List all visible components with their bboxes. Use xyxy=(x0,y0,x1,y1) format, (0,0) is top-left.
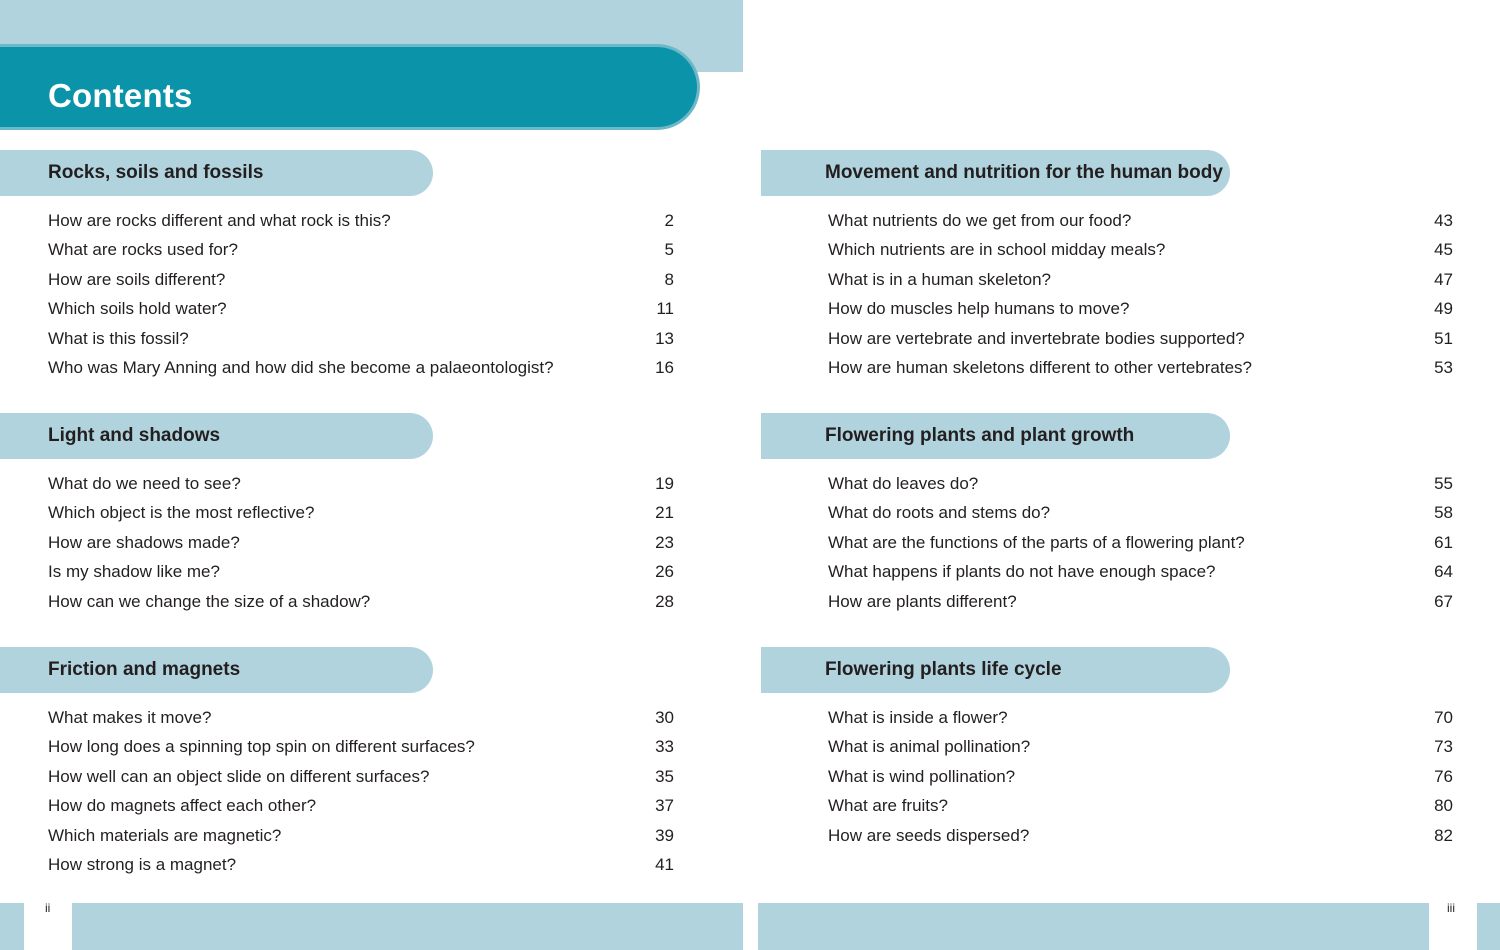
entry-question: What nutrients do we get from our food? xyxy=(828,211,1132,230)
contents-entry[interactable] xyxy=(828,358,1453,384)
entry-question: Who was Mary Anning and how did she become a palaeontologist? xyxy=(48,358,554,377)
entry-question: How are shadows made? xyxy=(48,532,240,552)
contents-entry[interactable] xyxy=(828,826,1453,852)
section-header xyxy=(0,647,433,693)
entry-page-number: 30 xyxy=(655,708,674,727)
entry-question: What is in a human skeleton? xyxy=(828,269,1052,289)
contents-entry[interactable] xyxy=(48,503,674,529)
contents-entry[interactable] xyxy=(828,737,1453,763)
entry-page-number: 28 xyxy=(655,591,674,611)
entry-page-number: 53 xyxy=(1434,358,1453,377)
entry-page-number: 39 xyxy=(655,825,674,845)
entry-page-number: 61 xyxy=(1434,532,1453,552)
entry-page-number: 26 xyxy=(655,562,674,582)
entry-page-number: 35 xyxy=(655,766,674,786)
contents-entry[interactable] xyxy=(828,474,1453,500)
entry-page-number: 80 xyxy=(1434,796,1453,816)
contents-entry[interactable] xyxy=(48,826,674,852)
entry-page-number: 51 xyxy=(1434,328,1453,348)
entry-question: How strong is a magnet? xyxy=(48,855,237,874)
contents-entry[interactable] xyxy=(828,533,1453,559)
section-heading: Rocks, soils and fossils xyxy=(48,162,264,183)
contents-entry[interactable] xyxy=(48,592,674,618)
section-header xyxy=(761,413,1230,459)
entry-page-number: 73 xyxy=(1434,737,1453,757)
entry-question: What is inside a flower? xyxy=(828,708,1008,727)
contents-entry[interactable] xyxy=(48,329,674,355)
section-header xyxy=(0,150,433,196)
entry-question: How do magnets affect each other? xyxy=(48,796,317,816)
entry-question: What is animal pollination? xyxy=(828,737,1031,757)
entry-page-number: 76 xyxy=(1434,766,1453,786)
entry-question: How are plants different? xyxy=(828,591,1017,611)
entry-question: How long does a spinning top spin on different surfaces? xyxy=(48,737,475,757)
entry-page-number: 33 xyxy=(655,737,674,757)
entry-question: What happens if plants do not have enough space? xyxy=(828,562,1216,582)
contents-entry[interactable] xyxy=(48,562,674,588)
contents-entry[interactable] xyxy=(828,329,1453,355)
entry-page-number: 70 xyxy=(1434,708,1453,727)
entry-page-number: 82 xyxy=(1434,825,1453,845)
entry-page-number: 43 xyxy=(1434,211,1453,230)
contents-entry[interactable] xyxy=(828,240,1453,266)
entry-question: How are soils different? xyxy=(48,269,226,289)
contents-entry[interactable] xyxy=(828,708,1453,734)
section-heading: Movement and nutrition for the human body xyxy=(825,162,1223,183)
entry-page-number: 21 xyxy=(655,503,674,523)
contents-entry[interactable] xyxy=(828,299,1453,325)
entry-page-number: 23 xyxy=(655,532,674,552)
entry-page-number: 37 xyxy=(655,796,674,816)
entry-page-number: 45 xyxy=(1434,240,1453,260)
section-heading: Flowering plants and plant growth xyxy=(825,425,1135,446)
entry-question: Is my shadow like me? xyxy=(48,562,220,582)
contents-entry[interactable] xyxy=(828,503,1453,529)
section-header xyxy=(761,150,1230,196)
entry-page-number: 19 xyxy=(655,474,674,493)
entry-question: Which soils hold water? xyxy=(48,299,227,319)
contents-entry[interactable] xyxy=(48,299,674,325)
contents-entry[interactable] xyxy=(48,708,674,734)
entry-question: Which object is the most reflective? xyxy=(48,503,315,523)
section-heading: Friction and magnets xyxy=(48,659,241,680)
entry-question: What are rocks used for? xyxy=(48,240,238,260)
entry-question: What are the functions of the parts of a flowering plant? xyxy=(828,532,1245,552)
contents-entry[interactable] xyxy=(828,767,1453,793)
entry-question: How are human skeletons different to other vertebrates? xyxy=(828,358,1252,377)
contents-entry[interactable] xyxy=(48,767,674,793)
contents-entry[interactable] xyxy=(828,796,1453,822)
section-heading: Light and shadows xyxy=(48,425,221,446)
entry-question: What are fruits? xyxy=(828,796,948,816)
entry-question: How do muscles help humans to move? xyxy=(828,299,1130,319)
entry-question: What do roots and stems do? xyxy=(828,503,1051,523)
contents-entry[interactable] xyxy=(48,358,674,384)
entry-page-number: 16 xyxy=(655,358,674,377)
footer-band-right xyxy=(758,903,1500,950)
title-banner xyxy=(0,44,700,130)
entry-question: What is wind pollination? xyxy=(828,766,1016,786)
contents-entry[interactable] xyxy=(828,592,1453,618)
entry-question: What do leaves do? xyxy=(828,474,979,493)
entry-page-number: 58 xyxy=(1434,503,1453,523)
contents-entry[interactable] xyxy=(828,211,1453,237)
contents-entry[interactable] xyxy=(48,211,674,237)
contents-entry[interactable] xyxy=(48,796,674,822)
entry-page-number: 2 xyxy=(664,211,674,230)
entry-question: How are seeds dispersed? xyxy=(828,825,1030,845)
entry-question: Which nutrients are in school midday meals? xyxy=(828,240,1166,260)
contents-entry[interactable] xyxy=(48,270,674,296)
section-header xyxy=(0,413,433,459)
footer-band-left xyxy=(0,903,743,950)
entry-question: How can we change the size of a shadow? xyxy=(48,591,371,611)
entry-page-number: 67 xyxy=(1434,591,1453,611)
section-header xyxy=(761,647,1230,693)
contents-entry[interactable] xyxy=(828,562,1453,588)
entry-page-number: 49 xyxy=(1434,299,1453,319)
page-number-left: ii xyxy=(45,901,51,915)
entry-question: How well can an object slide on different surfaces? xyxy=(48,766,430,786)
entry-page-number: 55 xyxy=(1434,474,1453,493)
section-heading: Flowering plants life cycle xyxy=(825,659,1062,680)
entry-question: What makes it move? xyxy=(48,708,212,727)
entry-page-number: 8 xyxy=(664,269,674,289)
entry-question: How are vertebrate and invertebrate bodies supported? xyxy=(828,328,1245,348)
contents-entry[interactable] xyxy=(48,474,674,500)
entry-page-number: 64 xyxy=(1434,562,1453,582)
entry-question: What is this fossil? xyxy=(48,328,189,348)
contents-entry[interactable] xyxy=(828,270,1453,296)
page-number-right: iii xyxy=(1447,901,1455,915)
contents-entry[interactable] xyxy=(48,240,674,266)
contents-entry[interactable] xyxy=(48,533,674,559)
entry-question: What do we need to see? xyxy=(48,474,241,493)
entry-page-number: 5 xyxy=(664,240,674,260)
entry-question: How are rocks different and what rock is this? xyxy=(48,211,391,230)
entry-page-number: 47 xyxy=(1434,269,1453,289)
entry-question: Which materials are magnetic? xyxy=(48,825,282,845)
contents-entry[interactable] xyxy=(48,737,674,763)
entry-page-number: 11 xyxy=(656,299,674,319)
contents-entry[interactable] xyxy=(48,855,674,881)
entry-page-number: 13 xyxy=(655,328,674,348)
page-title: Contents xyxy=(48,77,193,114)
entry-page-number: 41 xyxy=(655,855,674,874)
